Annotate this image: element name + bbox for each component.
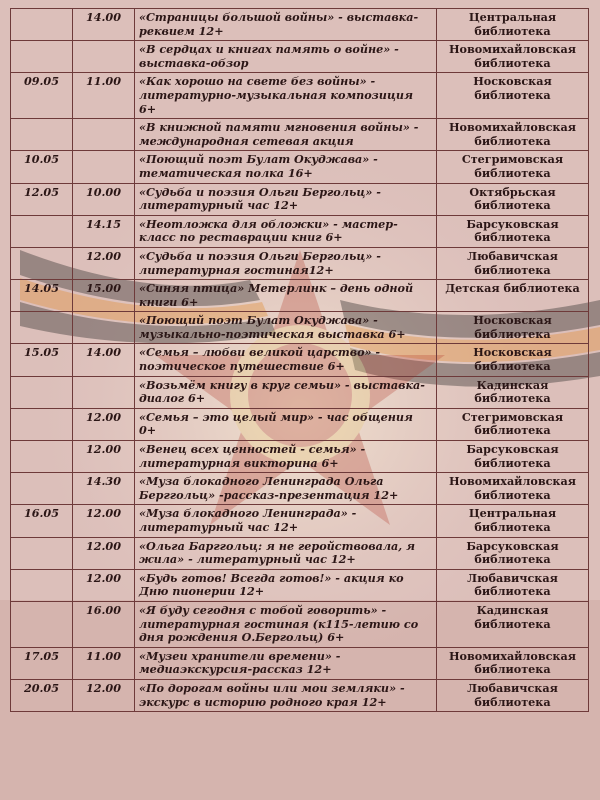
event-cell: «Муза блокадного Ленинграда Ольга Берггольц» -рассказ-презентация 12+ [135,473,437,505]
table-row [11,41,589,73]
event-cell: «Судьба и поэзия Ольги Бергольц» - литературный час 12+ [135,183,437,215]
table-row [11,312,589,344]
table-row [11,280,589,312]
date-cell [11,537,73,569]
date-cell: 09.05 [11,73,73,119]
time-cell: 12.00 [73,408,135,440]
library-cell: Кадинская библиотека [437,376,589,408]
library-cell: Кадинская библиотека [437,601,589,647]
date-cell [11,601,73,647]
library-cell: Барсуковская библиотека [437,441,589,473]
event-cell: «Поющий поэт Булат Окуджава» - музыкально-поэтическая выставка 6+ [135,312,437,344]
date-cell [11,41,73,73]
library-cell: Центральная библиотека [437,9,589,41]
library-cell: Носковская библиотека [437,312,589,344]
time-cell: 14.00 [73,9,135,41]
time-cell: 11.00 [73,647,135,679]
table-row [11,9,589,41]
event-cell: «Поющий поэт Булат Окуджава» - тематическая полка 16+ [135,151,437,183]
event-cell: «Муза блокадного Ленинграда» - литературный час 12+ [135,505,437,537]
table-row [11,505,589,537]
library-cell: Стегримовская библиотека [437,151,589,183]
event-cell: «Музеи хранители времени» - медиаэкскурсия-рассказ 12+ [135,647,437,679]
date-cell [11,408,73,440]
library-cell: Новомихайловская библиотека [437,41,589,73]
event-cell: «Ольга Барггольц: я не геройствовала, я жила» - литературный час 12+ [135,537,437,569]
time-cell: 14.15 [73,215,135,247]
events-table [10,8,589,712]
time-cell: 10.00 [73,183,135,215]
time-cell: 12.00 [73,441,135,473]
date-cell: 12.05 [11,183,73,215]
event-cell: «Венец всех ценностей - семья» - литературная викторина 6+ [135,441,437,473]
time-cell [73,376,135,408]
event-cell: «Возьмём книгу в круг семьи» - выставка-диалог 6+ [135,376,437,408]
event-cell: «Страницы большой войны» - выставка-реквием 12+ [135,9,437,41]
time-cell: 12.00 [73,679,135,711]
table-row [11,569,589,601]
library-cell: Детская библиотека [437,280,589,312]
event-cell: «В сердцах и книгах память о войне» - выставка-обзор [135,41,437,73]
table-row [11,73,589,119]
time-cell [73,312,135,344]
table-row [11,344,589,376]
library-cell: Любавичская библиотека [437,247,589,279]
table-row [11,537,589,569]
event-cell: «Я буду сегодня с тобой говорить» - литературная гостиная (к115-летию со дня рождения О.Бергольц) 6+ [135,601,437,647]
library-cell: Новомихайловская библиотека [437,119,589,151]
date-cell: 15.05 [11,344,73,376]
time-cell: 12.00 [73,247,135,279]
table-row [11,151,589,183]
date-cell [11,119,73,151]
table-row [11,647,589,679]
library-cell: Носковская библиотека [437,344,589,376]
date-cell [11,312,73,344]
date-cell: 17.05 [11,647,73,679]
date-cell [11,215,73,247]
library-cell: Центральная библиотека [437,505,589,537]
event-cell: «В книжной памяти мгновения войны» - международная сетевая акция [135,119,437,151]
event-cell: «Семья – любви великой царство» - поэтическое путешествие 6+ [135,344,437,376]
event-cell: «По дорогам войны или мои земляки» - экскурс в историю родного края 12+ [135,679,437,711]
event-cell: «Неотложка для обложки» - мастер-класс по реставрации книг 6+ [135,215,437,247]
time-cell [73,151,135,183]
date-cell: 10.05 [11,151,73,183]
date-cell [11,247,73,279]
event-cell: «Семья – это целый мир» - час общения 0+ [135,408,437,440]
time-cell: 12.00 [73,505,135,537]
date-cell [11,376,73,408]
time-cell: 12.00 [73,569,135,601]
event-cell: «Как хорошо на свете без войны» - литературно-музыкальная композиция 6+ [135,73,437,119]
library-cell: Любавичская библиотека [437,679,589,711]
date-cell: 16.05 [11,505,73,537]
time-cell [73,119,135,151]
library-cell: Стегримовская библиотека [437,408,589,440]
table-row [11,601,589,647]
library-cell: Барсуковская библиотека [437,537,589,569]
date-cell [11,569,73,601]
table-row [11,215,589,247]
table-row [11,473,589,505]
date-cell [11,441,73,473]
time-cell: 16.00 [73,601,135,647]
table-row [11,376,589,408]
time-cell: 12.00 [73,537,135,569]
date-cell: 14.05 [11,280,73,312]
library-cell: Любавичская библиотека [437,569,589,601]
event-cell: «Судьба и поэзия Ольги Бергольц» - литературная гостиная12+ [135,247,437,279]
event-cell: «Будь готов! Всегда готов!» - акция ко Дню пионерии 12+ [135,569,437,601]
time-cell: 11.00 [73,73,135,119]
time-cell: 14.30 [73,473,135,505]
library-cell: Октябрьская библиотека [437,183,589,215]
table-row [11,119,589,151]
table-row [11,408,589,440]
date-cell [11,9,73,41]
library-cell: Новомихайловская библиотека [437,647,589,679]
table-row [11,183,589,215]
library-cell: Новомихайловская библиотека [437,473,589,505]
library-cell: Барсуковская библиотека [437,215,589,247]
date-cell: 20.05 [11,679,73,711]
library-cell: Носковская библиотека [437,73,589,119]
time-cell: 14.00 [73,344,135,376]
time-cell [73,41,135,73]
table-row [11,441,589,473]
date-cell [11,473,73,505]
table-row [11,247,589,279]
time-cell: 15.00 [73,280,135,312]
table-row [11,679,589,711]
event-cell: «Синяя птица» Метерлинк – день одной книги 6+ [135,280,437,312]
